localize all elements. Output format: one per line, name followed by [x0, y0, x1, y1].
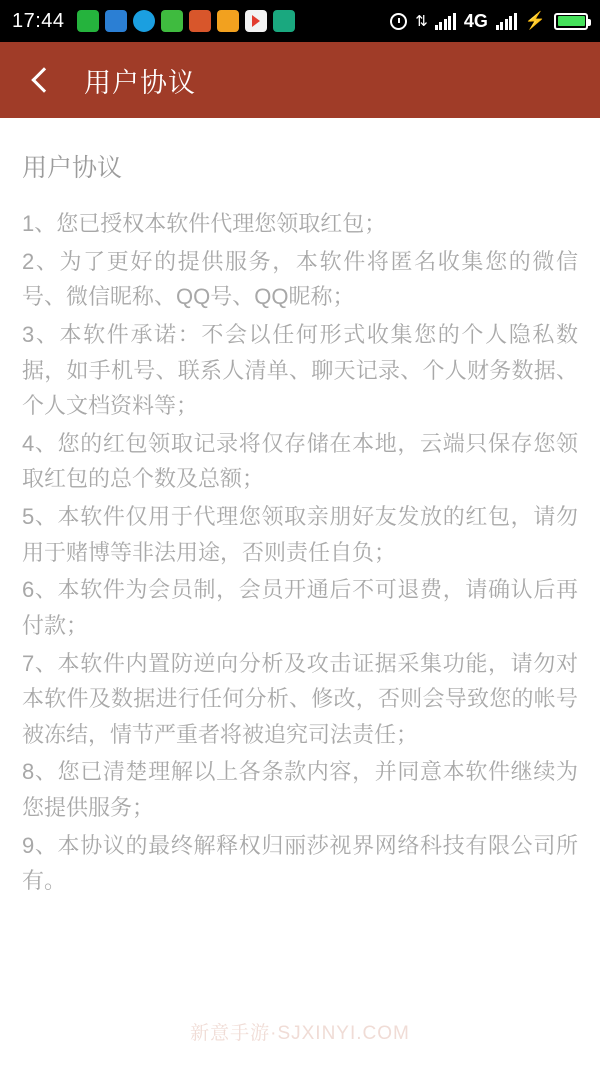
status-time: 17:44: [12, 9, 65, 32]
clause-item: 4、您的红包领取记录将仅存储在本地，云端只保存您领取红包的总个数及总额；: [22, 430, 578, 492]
wechat-icon: [161, 10, 183, 32]
cat-app-icon: [189, 10, 211, 32]
app-icon-blue: [105, 10, 127, 32]
clause-item: 6、本软件为会员制，会员开通后不可退费，请确认后再付款；: [22, 577, 578, 638]
back-button[interactable]: [18, 57, 64, 103]
qq-penguin-icon: [133, 10, 155, 32]
page-title: 用户协议: [84, 67, 196, 98]
document-title: 用户协议: [22, 154, 123, 182]
app-bar: [0, 42, 600, 118]
clause-item: 8、您已清楚理解以上各条款内容，并同意本软件继续为您提供服务；: [22, 759, 578, 820]
app-icon-green: [77, 10, 99, 32]
clause-item: 3、本软件承诺：不会以任何形式收集您的个人隐私数据，如手机号、联系人清单、聊天记录、个人财务数据、个人文档资料等；: [22, 321, 578, 419]
signal-bars-icon-2: [496, 13, 517, 30]
charging-bolt-icon: ⚡: [524, 11, 546, 30]
back-arrow-icon: [31, 67, 56, 92]
status-system-icons: [390, 11, 588, 32]
clause-item: 9、本协议的最终解释权归丽莎视界网络科技有限公司所有。: [22, 832, 578, 894]
data-transfer-icon: ⇅: [415, 12, 427, 30]
status-bar: [0, 0, 600, 42]
orange-app-icon: [217, 10, 239, 32]
agreement-content[interactable]: [0, 118, 600, 1067]
clause-item: 7、本软件内置防逆向分析及攻击证据采集功能，请勿对本软件及数据进行任何分析、修改，否则会导致您的帐号被冻结，情节严重者将被追究司法责任；: [22, 650, 578, 747]
battery-icon: [554, 13, 588, 30]
watermark-text: 新意手游·SJXINYI.COM: [190, 1023, 410, 1044]
clause-item: 5、本软件仅用于代理您领取亲朋好友发放的红包，请勿用于赌博等非法用途，否则责任自负；: [22, 504, 578, 565]
network-type-label: 4G: [463, 10, 488, 31]
clause-item: 1、您已授权本软件代理您领取红包；: [22, 211, 387, 236]
signal-bars-icon-1: [435, 13, 456, 30]
clause-item: 2、为了更好的提供服务，本软件将匿名收集您的微信号、微信昵称、QQ号、QQ昵称；: [22, 248, 578, 310]
teal-app-icon: [273, 10, 295, 32]
alarm-clock-icon: [390, 13, 407, 30]
video-player-icon: [245, 10, 267, 32]
status-notification-icons: [77, 10, 391, 32]
